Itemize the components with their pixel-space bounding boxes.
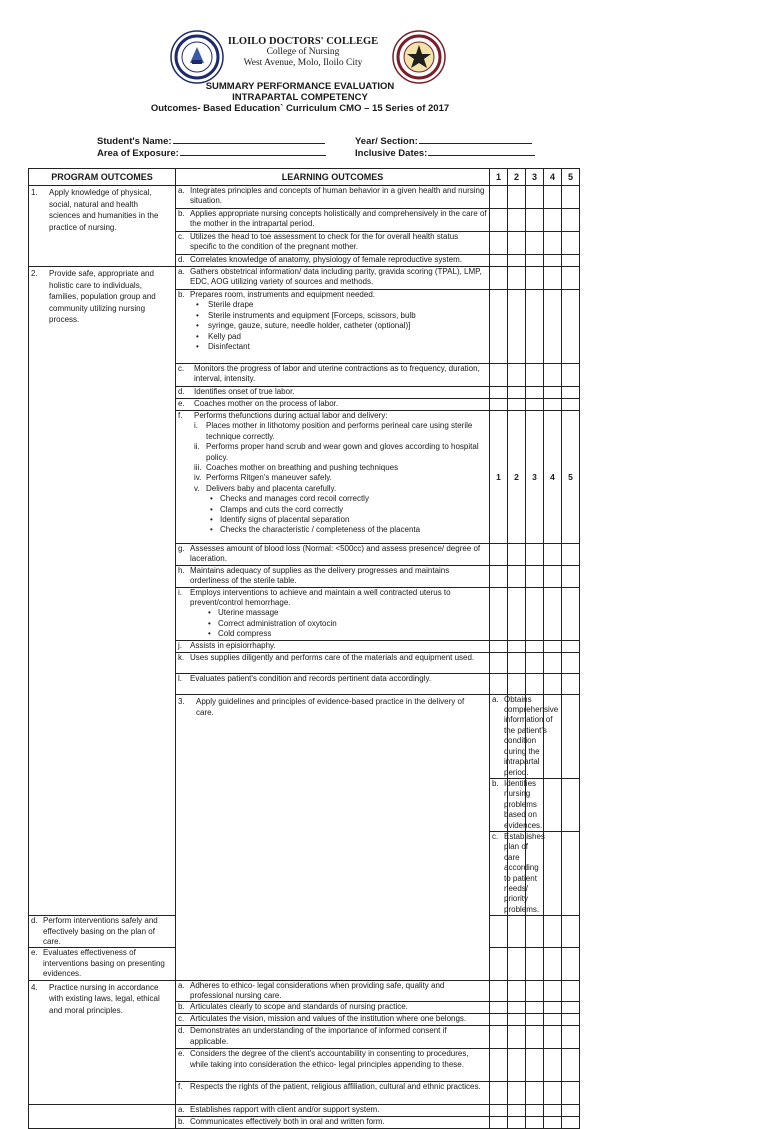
score-cell-4[interactable] <box>544 232 562 255</box>
score-cell-1[interactable] <box>490 399 508 411</box>
table-row <box>29 186 580 209</box>
score-cell-3[interactable] <box>544 778 562 831</box>
lo-text: Evaluates effectiveness of interventions basing on presenting evidences. <box>43 948 165 979</box>
score-cell-4[interactable] <box>544 255 562 267</box>
score-cell-5[interactable] <box>562 673 580 694</box>
table-row <box>29 1105 580 1117</box>
score-cell-5[interactable] <box>562 980 580 1002</box>
score-cell-1[interactable] <box>490 267 508 290</box>
score-cell-5[interactable] <box>562 652 580 673</box>
score-cell-2[interactable] <box>508 673 526 694</box>
score-cell-5[interactable] <box>562 1082 580 1105</box>
learning-outcome <box>176 640 490 652</box>
score-cell-3[interactable] <box>526 186 544 209</box>
score-cell-1[interactable]: 1 <box>490 411 508 544</box>
score-cell-1[interactable] <box>490 640 508 652</box>
lo-text: Integrates principles and concepts of human behavior in a given health and nursing situation. <box>190 186 485 206</box>
area-field[interactable] <box>97 146 326 159</box>
lo-text: Prepares room, instruments and equipment needed. <box>190 290 375 299</box>
score-cell-2[interactable] <box>508 544 526 566</box>
score-cell-2[interactable] <box>508 587 526 640</box>
lo-label: l. <box>178 673 182 683</box>
score-cell-3[interactable] <box>526 232 544 255</box>
equipment-list <box>176 300 489 352</box>
score-cell-5[interactable] <box>562 399 580 411</box>
form-titles <box>0 81 600 114</box>
learning-outcome <box>29 948 176 980</box>
sub-label: ii. <box>194 442 200 452</box>
lo-text: Adheres to ethico- legal considerations when providing safe, quality and professional nursing care. <box>190 980 445 1001</box>
lo-text: Coaches mother on the process of labor. <box>194 399 339 408</box>
lo-text: Applies appropriate nursing concepts holistically and comprehensively in the care of the mother in the intrapartal period. <box>190 209 487 229</box>
lo-label: i. <box>178 587 182 597</box>
score-cell-4[interactable] <box>544 1082 562 1105</box>
year-section-line[interactable] <box>419 134 532 144</box>
list-item: • Checks the characteristic / completeness of the placenta <box>210 525 489 535</box>
score-cell-2[interactable] <box>508 1002 526 1014</box>
score-cell-3[interactable] <box>526 652 544 673</box>
score-cell-2[interactable] <box>508 565 526 587</box>
score-cell-5[interactable] <box>562 948 580 980</box>
lo-label: k. <box>178 652 185 662</box>
lo-label: c. <box>178 1014 185 1024</box>
sub-text: Places mother in lithotomy position and performs perineal care using sterile technique correctly. <box>206 421 473 441</box>
lo-label: c. <box>178 232 185 241</box>
score-cell-3[interactable] <box>526 209 544 232</box>
score-cell-5[interactable] <box>562 916 580 948</box>
score-cell-4[interactable] <box>544 652 562 673</box>
learning-outcome <box>176 1117 490 1129</box>
lo-label: f. <box>178 1082 183 1092</box>
lo-label: h. <box>178 565 185 575</box>
score-cell-5[interactable] <box>562 565 580 587</box>
lo-text: Gathers obstetrical information/ data including parity, gravida scoring (TPAL), LMP, EDC, AOG utilizing variety of sources and methods. <box>190 267 482 287</box>
lo-text: Identifies nursing problems based on evidences. <box>504 778 543 830</box>
score-cell-2[interactable] <box>508 652 526 673</box>
list-item: • Correct administration of oxytocin <box>208 619 489 629</box>
po-number: 2. <box>31 269 38 278</box>
learning-outcome <box>176 1082 490 1105</box>
institution-address: West Avenue, Molo, Iloilo City <box>243 58 363 68</box>
score-cell-2[interactable] <box>508 948 526 980</box>
learning-outcome <box>176 673 490 694</box>
sub-text: Performs Ritgen's maneuver safely. <box>206 473 332 483</box>
list-item: • syringe, gauze, suture, needle holder, catheter (optional)] <box>196 321 489 331</box>
score-cell-2[interactable] <box>508 267 526 290</box>
score-cell-3[interactable] <box>544 831 562 915</box>
lo-text: Establishes rapport with client and/or support system. <box>190 1105 380 1115</box>
lo-text: Demonstrates an understanding of the importance of informed consent if applicable. <box>190 1026 447 1046</box>
score-cell-2[interactable] <box>508 1049 526 1082</box>
score-cell-5[interactable] <box>562 255 580 267</box>
score-cell-2[interactable] <box>508 1026 526 1049</box>
score-cell-4[interactable] <box>544 1105 562 1117</box>
lo-label: g. <box>178 544 185 553</box>
score-cell-1[interactable] <box>490 1002 508 1014</box>
lo-text: Articulates the vision, mission and values of the institution where one belongs. <box>190 1014 467 1024</box>
lo-label: a. <box>178 1105 185 1115</box>
score-cell-3[interactable] <box>526 640 544 652</box>
learning-outcome <box>176 565 490 587</box>
score-cell-4[interactable] <box>562 694 580 778</box>
list-item: • Sterile instruments and equipment [Forceps, scissors, bulb <box>196 311 489 321</box>
score-cell-4[interactable] <box>544 980 562 1002</box>
score-cell-4[interactable] <box>544 1002 562 1014</box>
sub-item <box>176 463 489 473</box>
lo-label: f. <box>178 411 183 420</box>
score-cell-5[interactable] <box>562 290 580 364</box>
score-cell-5[interactable] <box>562 640 580 652</box>
list-item: • Kelly pad <box>196 332 489 342</box>
lo-label: a. <box>178 267 185 276</box>
score-cell-5[interactable] <box>562 1105 580 1117</box>
list-item: • Uterine massage <box>208 608 489 618</box>
score-cell-1[interactable] <box>490 544 508 566</box>
learning-outcome <box>176 1105 490 1117</box>
lo-text: Monitors the progress of labor and uterine contractions as to frequency, duration, interval, intensity. <box>194 364 480 384</box>
curriculum-line: Outcomes- Based Education` Curriculum CMO – 15 Series of 2017 <box>150 103 450 114</box>
po-text: Practice nursing in accordance with existing laws, legal, ethical and moral principles. <box>49 982 160 1015</box>
area-label: Area of Exposure: <box>97 148 179 159</box>
learning-outcome <box>176 980 490 1002</box>
score-cell-4[interactable] <box>544 587 562 640</box>
score-cell-4[interactable] <box>544 640 562 652</box>
dates-line[interactable] <box>428 146 535 156</box>
score-header-4: 4 <box>544 169 562 186</box>
score-cell-3[interactable] <box>526 916 544 948</box>
list-item: • Checks and manages cord recoil correctly <box>210 494 489 504</box>
score-header-3: 3 <box>526 169 544 186</box>
score-cell-4[interactable] <box>544 1049 562 1082</box>
sub-item <box>176 442 489 463</box>
po-number: 3. <box>178 696 185 706</box>
score-cell-4[interactable] <box>544 916 562 948</box>
learning-outcome <box>176 290 490 364</box>
lo-label: d. <box>178 1026 185 1036</box>
program-outcome-5 <box>29 1105 176 1129</box>
score-cell-3[interactable] <box>526 544 544 566</box>
score-cell-4[interactable] <box>544 544 562 566</box>
sub-item <box>176 473 489 483</box>
score-cell-1[interactable] <box>490 186 508 209</box>
score-cell-4[interactable] <box>544 267 562 290</box>
score-cell-1[interactable] <box>490 290 508 364</box>
lo-label: b. <box>178 1117 185 1127</box>
score-cell-5[interactable] <box>562 1049 580 1082</box>
score-cell-1[interactable] <box>490 209 508 232</box>
score-cell-1[interactable] <box>490 1026 508 1049</box>
score-cell-4[interactable] <box>544 1117 562 1129</box>
lo-text: Assists in episiorrhaphy. <box>190 640 276 650</box>
score-cell-3[interactable] <box>526 387 544 399</box>
learning-outcome <box>176 652 490 673</box>
lo-text: Identifies onset of true labor. <box>194 387 295 396</box>
sub-label: v. <box>194 483 200 493</box>
score-cell-2[interactable] <box>508 364 526 387</box>
score-cell-4[interactable] <box>544 186 562 209</box>
score-cell-3[interactable] <box>526 267 544 290</box>
score-cell-5[interactable] <box>562 232 580 255</box>
score-cell-2[interactable] <box>508 1014 526 1026</box>
score-cell-2[interactable] <box>508 290 526 364</box>
lo-label: a. <box>178 980 185 990</box>
program-outcome-3 <box>176 694 490 980</box>
score-cell-4[interactable] <box>544 364 562 387</box>
lo-text: Articulates clearly to scope and standards of nursing practice. <box>190 1002 408 1012</box>
lo-label: b. <box>178 1002 185 1012</box>
lo-label: e. <box>178 399 185 408</box>
score-cell-1[interactable] <box>490 255 508 267</box>
score-cell-2[interactable] <box>508 980 526 1002</box>
score-header-1: 1 <box>490 169 508 186</box>
score-cell-5[interactable] <box>562 186 580 209</box>
po-text: Provide safe, appropriate and holistic care to individuals, families, population group and community utilizing nursing process. <box>49 269 156 324</box>
lo-text: Maintains adequacy of supplies as the delivery progresses and maintains orderliness of the sterile table. <box>190 565 450 586</box>
sub-label: iii. <box>194 463 202 473</box>
score-cell-2[interactable] <box>508 1082 526 1105</box>
score-cell-5[interactable] <box>562 1014 580 1026</box>
score-cell-4[interactable] <box>544 387 562 399</box>
score-cell-2[interactable] <box>508 387 526 399</box>
score-cell-2[interactable] <box>508 916 526 948</box>
lo-text: Respects the rights of the patient, religious affiliation, cultural and ethnic practices. <box>190 1082 481 1092</box>
score-cell-5[interactable] <box>562 387 580 399</box>
lo-label: e. <box>31 948 38 958</box>
score-cell-5[interactable] <box>562 364 580 387</box>
learning-outcome <box>176 399 490 411</box>
lo-label: j. <box>178 640 182 650</box>
score-cell-5[interactable] <box>562 209 580 232</box>
score-cell-1[interactable] <box>490 1014 508 1026</box>
score-cell-5[interactable] <box>562 1002 580 1014</box>
form-title: SUMMARY PERFORMANCE EVALUATION <box>205 81 395 92</box>
learning-outcome <box>490 694 559 778</box>
learning-outcome <box>176 411 490 544</box>
program-outcome-1 <box>29 186 176 267</box>
sub-item <box>176 421 489 442</box>
score-cell-4[interactable] <box>544 948 562 980</box>
score-cell-3[interactable]: 3 <box>526 411 544 544</box>
learning-outcome <box>176 267 490 290</box>
lo-text: Employs interventions to achieve and maintain a well contracted uterus to prevent/control hemorrhage. <box>190 587 451 608</box>
sub-item <box>176 484 489 494</box>
learning-outcome <box>490 831 545 915</box>
table-row <box>29 267 580 290</box>
po-text: Apply guidelines and principles of evidence-based practice in the delivery of care. <box>196 696 465 718</box>
dates-label: Inclusive Dates: <box>355 148 428 159</box>
lo-label: b. <box>492 778 499 788</box>
score-cell-2[interactable] <box>508 232 526 255</box>
year-section-label: Year/ Section: <box>355 136 418 147</box>
score-header-5: 5 <box>562 169 580 186</box>
lo-label: d. <box>178 387 185 396</box>
learning-outcome <box>176 1049 490 1082</box>
score-cell-1[interactable] <box>490 916 508 948</box>
po-number: 1. <box>31 188 38 197</box>
score-cell-1[interactable] <box>490 652 508 673</box>
delivery-check-list <box>176 494 489 536</box>
score-cell-3[interactable] <box>526 255 544 267</box>
score-cell-3[interactable] <box>526 1014 544 1026</box>
lo-text: Evaluates patient's condition and records pertinent data accordingly. <box>190 673 432 683</box>
learning-outcome <box>176 387 490 399</box>
learning-outcome <box>176 255 490 267</box>
score-cell-4[interactable] <box>562 778 580 831</box>
list-item: • Identify signs of placental separation <box>210 515 489 525</box>
score-cell-1[interactable] <box>490 1117 508 1129</box>
student-name-label: Student's Name: <box>97 136 172 147</box>
score-cell-3[interactable] <box>526 1082 544 1105</box>
learning-outcome <box>176 209 490 232</box>
score-cell-4[interactable]: 4 <box>544 411 562 544</box>
score-cell-5[interactable] <box>562 1026 580 1049</box>
lo-label: b. <box>178 209 185 218</box>
score-cell-3[interactable] <box>526 948 544 980</box>
lo-text: Considers the degree of the client's accountability in consenting to procedures, while taking into consideration the ethico- legal principles appending to these. <box>190 1049 469 1069</box>
lo-text: Communicates effectively both in oral and written form. <box>190 1117 385 1127</box>
score-cell-1[interactable] <box>490 1105 508 1117</box>
lo-text: Correlates knowledge of anatomy, physiology of female reproductive system. <box>190 255 462 264</box>
learning-outcome <box>176 1014 490 1026</box>
score-cell-2[interactable] <box>508 255 526 267</box>
student-info <box>0 134 768 160</box>
dates-field[interactable] <box>355 146 535 159</box>
lo-text: Establishes plan of care according to patient needs/ priority problems. <box>504 831 545 914</box>
learning-outcome <box>176 364 490 387</box>
lo-label: a. <box>178 186 185 195</box>
list-item: • Cold compress <box>208 629 489 639</box>
institution-name: ILOILO DOCTORS' COLLEGE <box>227 36 379 47</box>
sub-text: Delivers baby and placenta carefully. <box>206 483 337 493</box>
score-cell-4[interactable] <box>544 565 562 587</box>
score-cell-2[interactable] <box>508 640 526 652</box>
lo-label: c. <box>178 364 185 373</box>
score-cell-5[interactable] <box>562 267 580 290</box>
score-cell-4[interactable] <box>544 209 562 232</box>
score-cell-4[interactable] <box>544 399 562 411</box>
lo-text: Uses supplies diligently and performs care of the materials and equipment used. <box>190 652 475 662</box>
learning-outcome <box>176 232 490 255</box>
score-cell-3[interactable] <box>526 1026 544 1049</box>
lo-text: Assesses amount of blood loss (Normal: <500cc) and assess presence/ degree of laceration. <box>190 544 481 564</box>
po-number: 4. <box>31 982 38 992</box>
score-cell-1[interactable] <box>490 565 508 587</box>
po-text: Apply knowledge of physical, social, natural and health sciences and humanities in the practice of nursing. <box>49 188 159 232</box>
score-cell-4[interactable] <box>544 1014 562 1026</box>
sub-text: Performs proper hand scrub and wear gown and gloves according to hospital policy. <box>206 442 479 462</box>
score-cell-1[interactable] <box>490 364 508 387</box>
score-cell-5[interactable] <box>562 1117 580 1129</box>
intervention-list <box>176 608 489 639</box>
learning-outcome <box>29 916 176 948</box>
learning-outcomes-header: LEARNING OUTCOMES <box>176 169 490 186</box>
area-line[interactable] <box>180 146 326 156</box>
list-item: • Sterile drape <box>196 300 489 310</box>
score-cell-3[interactable] <box>526 1049 544 1082</box>
learning-outcome <box>176 186 490 209</box>
lo-label: c. <box>492 831 499 841</box>
score-cell-1[interactable] <box>490 587 508 640</box>
score-cell-3[interactable] <box>526 980 544 1002</box>
student-name-line[interactable] <box>173 134 325 144</box>
list-item: • Clamps and cuts the cord correctly <box>210 505 489 515</box>
score-cell-4[interactable] <box>544 1026 562 1049</box>
score-cell-3[interactable] <box>526 565 544 587</box>
score-cell-4[interactable] <box>544 673 562 694</box>
score-cell-2[interactable] <box>508 1105 526 1117</box>
sub-label: i. <box>194 421 198 431</box>
score-cell-1[interactable] <box>490 387 508 399</box>
program-outcomes-header: PROGRAM OUTCOMES <box>29 169 176 186</box>
sub-text: Coaches mother on breathing and pushing techniques <box>206 463 399 473</box>
score-cell-1[interactable] <box>490 673 508 694</box>
learning-outcome <box>176 544 490 566</box>
score-cell-3[interactable] <box>526 673 544 694</box>
score-cell-3[interactable] <box>526 364 544 387</box>
institution-department: College of Nursing <box>266 47 340 57</box>
score-cell-2[interactable] <box>508 1117 526 1129</box>
score-cell-1[interactable] <box>490 1082 508 1105</box>
learning-outcome <box>176 587 490 640</box>
score-cell-4[interactable] <box>544 290 562 364</box>
form-subtitle: INTRAPARTAL COMPETENCY <box>232 92 368 103</box>
lo-label: d. <box>178 255 185 264</box>
lo-text: Obtains comprehensive information of the patient's condition during the intrapartal period. <box>504 694 559 777</box>
score-cell-2[interactable] <box>508 209 526 232</box>
score-cell-3[interactable] <box>526 399 544 411</box>
score-cell-3[interactable] <box>526 1117 544 1129</box>
institution-block <box>220 36 386 69</box>
score-cell-3[interactable] <box>526 290 544 364</box>
learning-outcome <box>490 778 543 831</box>
score-cell-3[interactable] <box>526 1002 544 1014</box>
lo-label: a. <box>492 694 499 704</box>
sub-label: iv. <box>194 473 202 483</box>
score-cell-5[interactable] <box>562 587 580 640</box>
lo-text: Performs thefunctions during actual labor and delivery: <box>194 411 388 420</box>
score-cell-5[interactable]: 5 <box>562 411 580 544</box>
nursing-seal-right-icon <box>392 30 446 84</box>
evaluation-table <box>28 168 580 1129</box>
score-cell-1[interactable] <box>490 948 508 980</box>
college-seal-left-icon <box>170 30 224 84</box>
score-cell-4[interactable] <box>562 831 580 915</box>
score-header-2: 2 <box>508 169 526 186</box>
score-cell-3[interactable] <box>526 587 544 640</box>
score-cell-2[interactable] <box>508 186 526 209</box>
lo-label: e. <box>178 1049 185 1059</box>
score-cell-2[interactable] <box>508 399 526 411</box>
header-row <box>29 169 580 186</box>
program-outcome-2 <box>29 267 176 916</box>
list-item: • Disinfectant <box>196 342 489 352</box>
lo-text: Perform interventions safely and effectively basing on the plan of care. <box>43 916 158 946</box>
program-outcome-4 <box>29 980 176 1105</box>
score-cell-1[interactable] <box>490 980 508 1002</box>
lo-label: b. <box>178 290 185 299</box>
score-cell-1[interactable] <box>490 1049 508 1082</box>
score-cell-3[interactable] <box>526 1105 544 1117</box>
table-row <box>29 980 580 1002</box>
lo-label: d. <box>31 916 38 926</box>
score-cell-5[interactable] <box>562 544 580 566</box>
lo-text: Utilizes the head to toe assessment to check for the for overall health status specific to the condition of the pregnant mother. <box>190 232 459 252</box>
score-cell-1[interactable] <box>490 232 508 255</box>
learning-outcome <box>176 1026 490 1049</box>
score-cell-2[interactable]: 2 <box>508 411 526 544</box>
learning-outcome <box>176 1002 490 1014</box>
